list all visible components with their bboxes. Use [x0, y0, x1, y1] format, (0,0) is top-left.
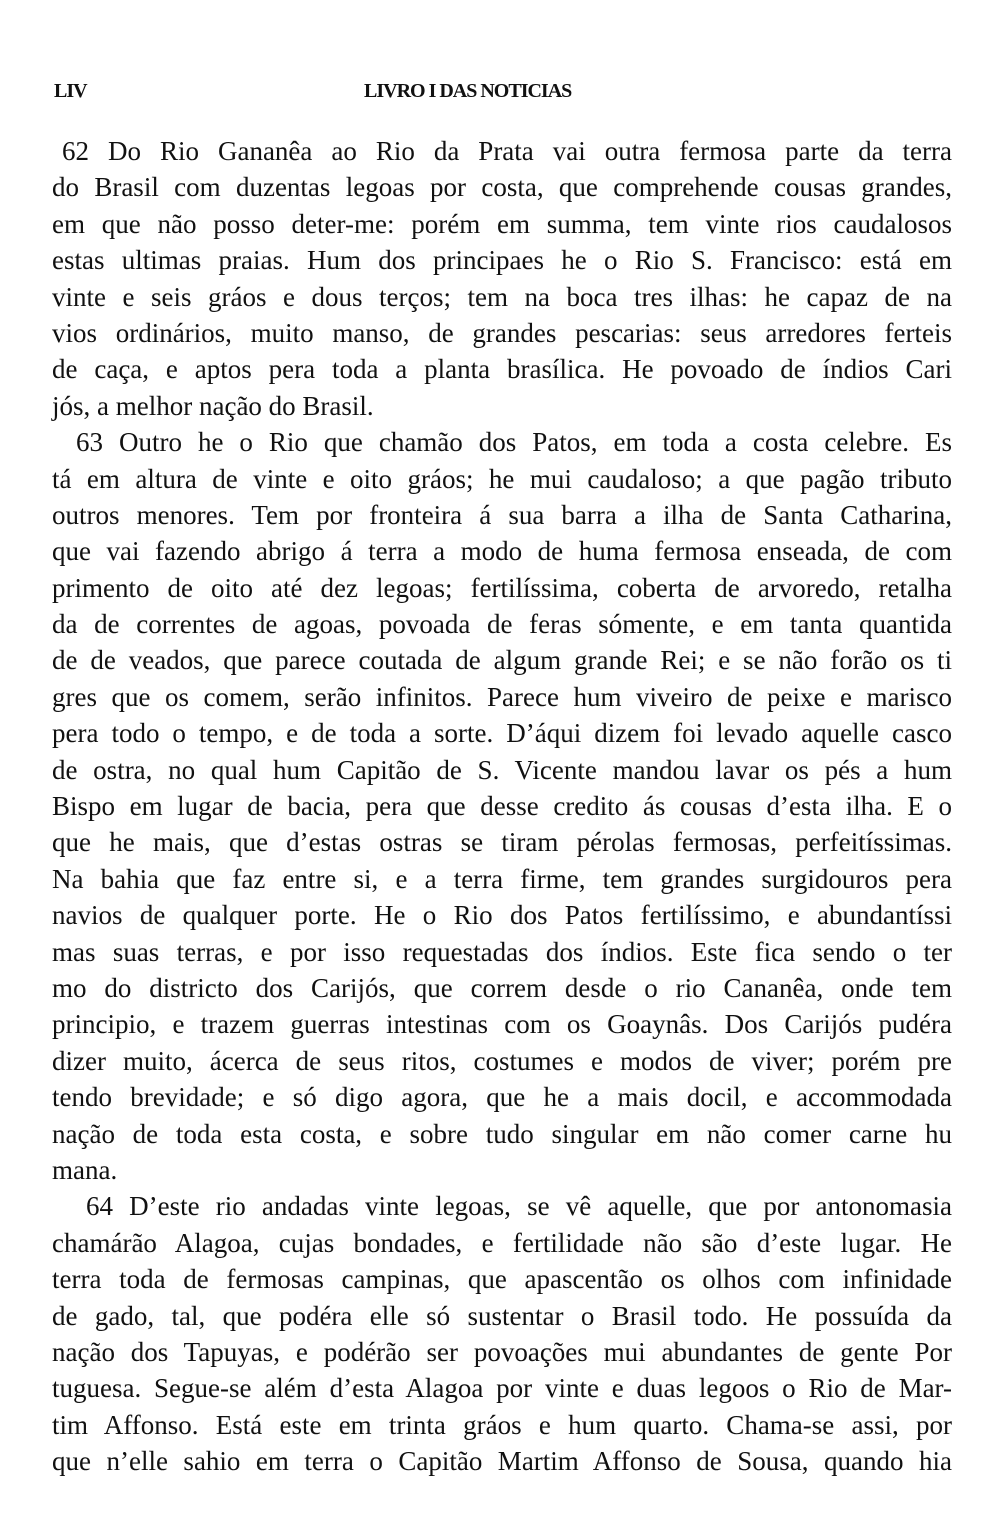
text-line: nação dos Tapuyas, e podérão ser povoações mui abundantes de gente Por [52, 1336, 952, 1367]
text-line: dizer muito, ácerca de seus ritos, costumes e modos de viver; porém pre [52, 1045, 952, 1076]
text-line: da de correntes de agoas, povoada de feras sómente, e em tanta quantida [52, 609, 952, 640]
body-text [52, 133, 952, 1479]
text-line: navios de qualquer porte. He o Rio dos Patos fertilíssimo, e abundantíssi [52, 900, 952, 931]
text-line: de gado, tal, que podéra elle só sustentar o Brasil todo. He possuída da [52, 1300, 952, 1331]
text-line: 63 Outro he o Rio que chamão dos Patos, em toda a costa celebre. Es [76, 427, 952, 458]
text-line: tuguesa. Segue-se além d’esta Alagoa por vinte e duas legoos o Rio de Mar- [52, 1373, 952, 1404]
text-line: pera todo o tempo, e de toda a sorte. D’áqui dizem foi levado aquelle casco [52, 718, 952, 749]
text-line: jós, a melhor nação do Brasil. [52, 390, 374, 421]
text-line: em que não posso deter-me: porém em summa, tem vinte rios caudalosos [52, 208, 952, 239]
text-line: vios ordinários, muito manso, de grandes pescarias: seus arredores ferteis [52, 317, 952, 348]
text-line: tá em altura de vinte e oito gráos; he mui caudaloso; a que pagão tributo [52, 463, 952, 494]
page-header [54, 80, 954, 110]
page-number: LIV [54, 80, 87, 102]
text-line: outros menores. Tem por fronteira á sua barra a ilha de Santa Catharina, [52, 499, 952, 530]
text-line: do Brasil com duzentas legoas por costa, que comprehende cousas grandes, [52, 172, 952, 203]
text-line: que he mais, que d’estas ostras se tiram pérolas fermosas, perfeitíssimas. [52, 827, 952, 858]
text-line: primento de oito até dez legoas; fertilíssima, coberta de arvoredo, retalha [52, 572, 952, 603]
text-line: estas ultimas praias. Hum dos principaes he o Rio S. Francisco: está em [52, 245, 952, 276]
text-line: chamárão Alagoa, cujas bondades, e fertilidade não são d’este lugar. He [52, 1227, 952, 1258]
text-line: gres que os comem, serão infinitos. Parece hum viveiro de peixe e marisco [52, 681, 952, 712]
text-line: terra toda de fermosas campinas, que apascentão os olhos com infinidade [52, 1264, 952, 1295]
text-line: 64 D’este rio andadas vinte legoas, se vê aquelle, que por antonomasia [86, 1191, 952, 1222]
text-line: que n’elle sahio em terra o Capitão Martim Affonso de Sousa, quando hia [52, 1446, 952, 1477]
text-line: nação de toda esta costa, e sobre tudo singular em não comer carne hu [52, 1118, 952, 1149]
text-line: principio, e trazem guerras intestinas com os Goaynâs. Dos Carijós pudéra [52, 1009, 952, 1040]
text-line: 62 Do Rio Gananêa ao Rio da Prata vai outra fermosa parte da terra [62, 136, 952, 166]
text-line: tim Affonso. Está este em trinta gráos e hum quarto. Chama-se assi, por [52, 1409, 952, 1440]
text-line: mas suas terras, e por isso requestadas dos índios. Este fica sendo o ter [52, 936, 952, 967]
text-line: que vai fazendo abrigo á terra a modo de huma fermosa enseada, de com [52, 536, 952, 567]
text-line: vinte e seis gráos e dous terços; tem na boca tres ilhas: he capaz de na [52, 281, 952, 312]
text-line: mo do districto dos Carijós, que correm desde o rio Cananêa, onde tem [52, 972, 952, 1003]
text-line: de de veados, que parece coutada de algum grande Rei; e se não forão os ti [52, 645, 952, 676]
text-line: Bispo em lugar de bacia, pera que desse credito ás cousas d’esta ilha. E o [52, 791, 952, 822]
running-head: LIVRO I DAS NOTICIAS [364, 80, 572, 102]
text-line: mana. [52, 1154, 118, 1185]
text-line: de ostra, no qual hum Capitão de S. Vicente mandou lavar os pés a hum [52, 754, 952, 785]
text-line: tendo brevidade; e só digo agora, que he a mais docil, e accommodada [52, 1082, 952, 1113]
text-line: Na bahia que faz entre si, e a terra firme, tem grandes surgidouros pera [52, 863, 952, 894]
text-line: de caça, e aptos pera toda a planta brasílica. He povoado de índios Cari [52, 354, 952, 385]
